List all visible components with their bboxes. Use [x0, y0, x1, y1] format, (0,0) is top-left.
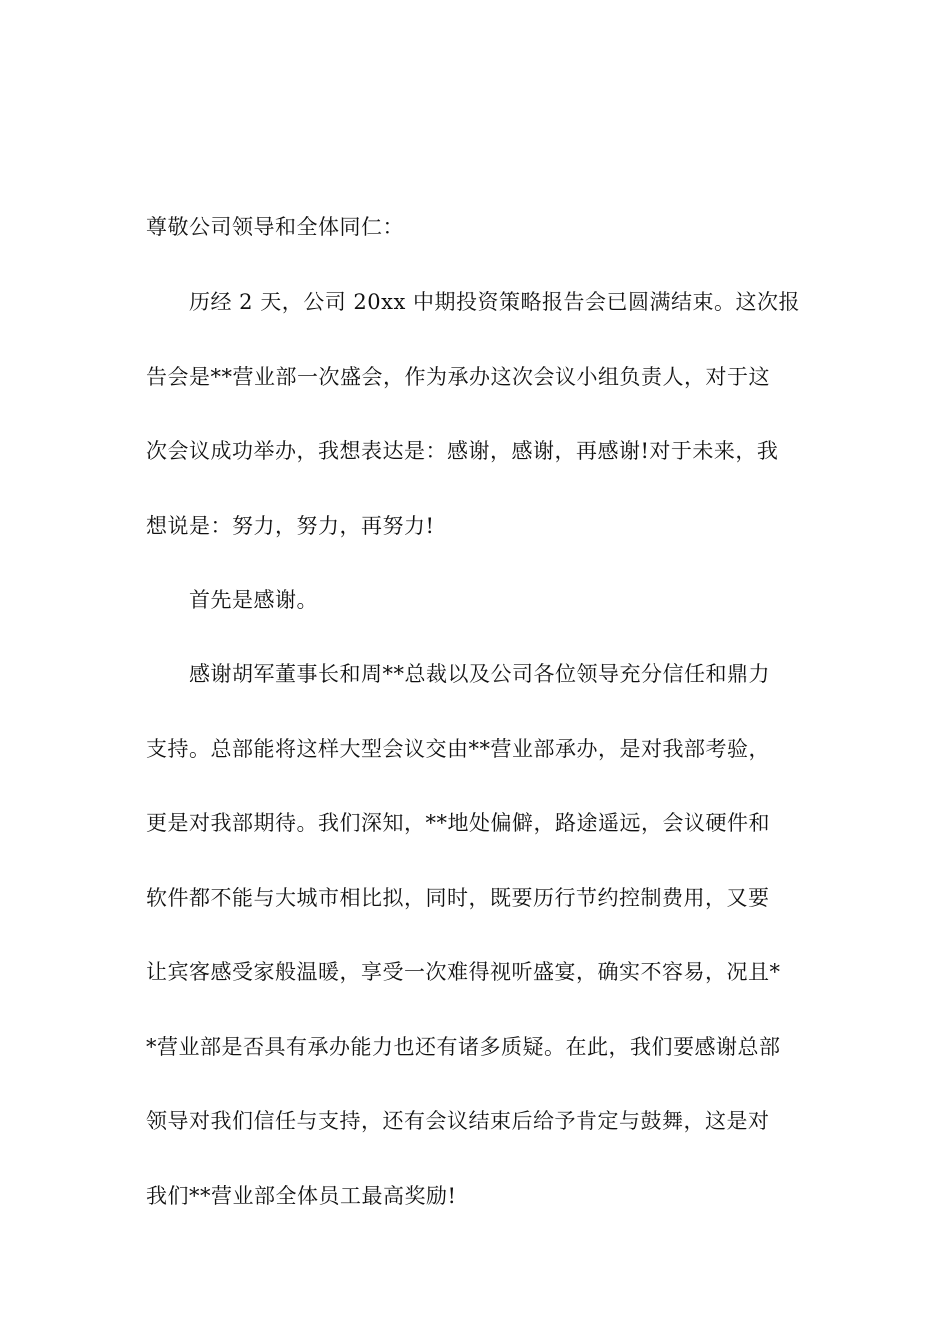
paragraph-line: 更是对我部期待。我们深知，**地处偏僻，路途遥远，会议硬件和 — [146, 811, 770, 835]
paragraph-line: 我们**营业部全体员工最高奖励! — [146, 1184, 457, 1208]
paragraph-line: 首先是感谢。 — [189, 588, 318, 612]
paragraph-line: 感谢胡军董事长和周**总裁以及公司各位领导充分信任和鼎力 — [189, 662, 770, 686]
paragraph-line: 支持。总部能将这样大型会议交由**营业部承办，是对我部考验， — [146, 737, 770, 761]
paragraph-line: 软件都不能与大城市相比拟，同时，既要历行节约控制费用，又要 — [146, 886, 770, 910]
paragraph-line: 次会议成功举办，我想表达是：感谢，感谢，再感谢!对于未来，我 — [146, 439, 779, 463]
salutation: 尊敬公司领导和全体同仁： — [146, 215, 404, 239]
paragraph-line: 告会是**营业部一次盛会，作为承办这次会议小组负责人，对于这 — [146, 365, 770, 389]
paragraph-line: 历经 2 天，公司 20xx 中期投资策略报告会已圆满结束。这次报 — [189, 290, 800, 314]
paragraph-line: 领导对我们信任与支持，还有会议结束后给予肯定与鼓舞，这是对 — [146, 1109, 770, 1133]
paragraph-line: *营业部是否具有承办能力也还有诸多质疑。在此，我们要感谢总部 — [146, 1035, 781, 1059]
paragraph-line: 让宾客感受家般温暖，享受一次难得视听盛宴，确实不容易，况且* — [146, 960, 781, 984]
paragraph-line: 想说是：努力，努力，再努力! — [146, 514, 435, 538]
